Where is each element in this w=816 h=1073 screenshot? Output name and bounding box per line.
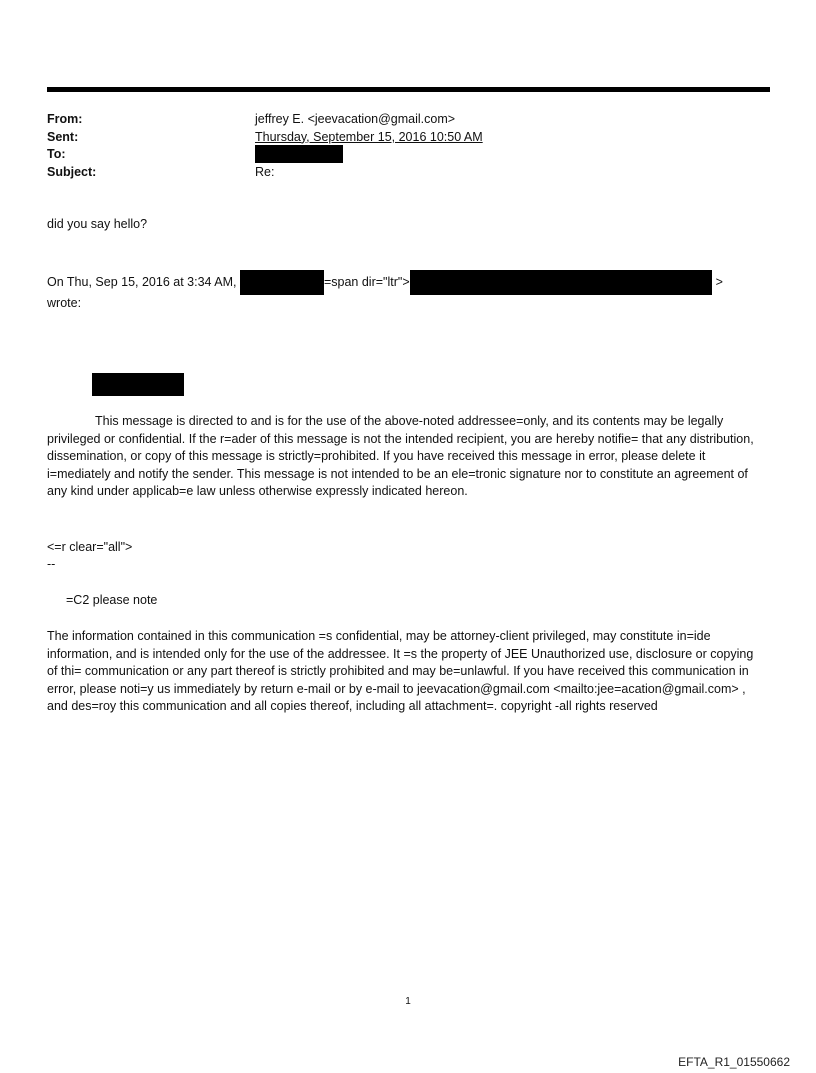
bates-number: EFTA_R1_01550662 xyxy=(678,1055,790,1069)
redaction-sender-email xyxy=(410,270,712,295)
sent-value: Thursday, September 15, 2016 10:50 AM xyxy=(255,129,483,144)
quote-mid: =span dir="ltr"> xyxy=(323,274,410,289)
dashes-line: -- xyxy=(47,557,56,571)
to-row xyxy=(47,146,747,164)
greeting-line: did you say hello? xyxy=(47,217,148,231)
sent-row xyxy=(47,129,747,147)
subject-row xyxy=(47,164,747,182)
quote-suffix: > xyxy=(715,274,723,289)
redaction-sender xyxy=(240,270,324,295)
email-header xyxy=(47,111,747,181)
quote-header xyxy=(47,270,762,313)
quote-prefix: On Thu, Sep 15, 2016 at 3:34 AM, xyxy=(47,274,237,289)
to-label: To: xyxy=(47,147,66,161)
quote-wrote: wrote: xyxy=(47,296,82,310)
from-value: jeffrey E. <jeevacation@gmail.com> xyxy=(255,112,456,126)
subject-label: Subject: xyxy=(47,164,97,179)
sent-label: Sent: xyxy=(47,129,79,144)
redaction-signature xyxy=(92,373,184,396)
to-value xyxy=(255,146,343,164)
top-rule xyxy=(47,87,770,92)
subject-value: Re: xyxy=(255,164,275,179)
page-number: 1 xyxy=(405,996,411,1007)
quote-line xyxy=(47,270,762,295)
confidentiality-paragraph: The information contained in this communication =s confidential, may be attorney-client privileged, may constitute in=ide information, and is intended only for the use of the addressee. It =s the property of JEE Unauthorized use, disclosure or copying of thi= communication or any part thereof is strictly prohibited and may be=unlawful. If you have received this communication in error, please noti=y us immediately by return e-mail or by e-mail to jeevacation@gmail.com <mailto:jee=acation@gmail.com> , and des=roy this communication and all copies thereof, including all attachment=. copyright -all rights reserved xyxy=(47,629,754,713)
br-line: <=r clear="all"> xyxy=(47,540,133,554)
please-note-line: =C2 please note xyxy=(66,593,158,607)
disclaimer-paragraph: This message is directed to and is for the use of the above-noted addressee=only, and its contents may be legally privileged or confidential. If the r=ader of this message is not the intended recipient, you are hereby notifie= that any distribution, dissemination, or copy of this message is strictly=prohibited. If you have received this message in error, please delete it i=mediately and notify the sender. This message is not intended to be an ele=tronic signature nor to constitute an agreement of any kind under applicab=e law unless otherwise expressly indicated hereon. xyxy=(47,414,754,498)
from-label: From: xyxy=(47,112,83,126)
redaction-to xyxy=(255,145,343,163)
from-row xyxy=(47,111,747,129)
